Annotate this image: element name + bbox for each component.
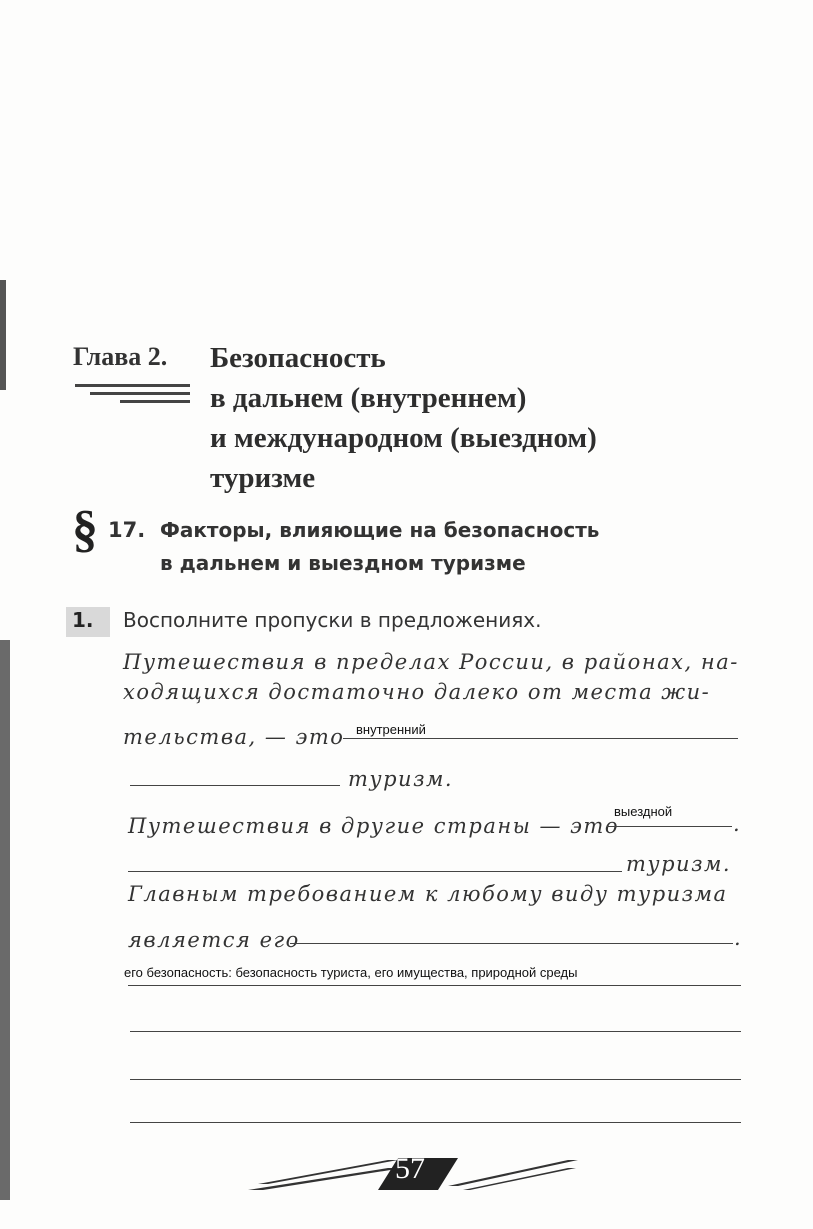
chapter-title-line: в дальнем (внутреннем) bbox=[210, 382, 527, 414]
answer-blank-line[interactable] bbox=[607, 826, 732, 827]
text-line-dot: . bbox=[733, 812, 742, 836]
answer-text: внутренний bbox=[356, 722, 426, 737]
text-line: Главным требованием к любому виду туризма bbox=[128, 882, 728, 906]
chapter-decorative-rules bbox=[75, 384, 190, 408]
scan-edge-shadow bbox=[0, 640, 10, 1200]
answer-blank-line[interactable] bbox=[343, 738, 738, 739]
answer-text: выездной bbox=[614, 804, 673, 819]
task-instruction: Восполните пропуски в предложениях. bbox=[123, 608, 542, 632]
section-title-line: Факторы, влияющие на безопасность bbox=[160, 518, 600, 542]
chapter-title-line: Безопасность bbox=[210, 342, 386, 374]
answer-blank-line[interactable] bbox=[130, 1079, 741, 1080]
text-line: тельства, — это bbox=[123, 725, 345, 749]
answer-blank-line[interactable] bbox=[130, 785, 340, 786]
section-title-line: в дальнем и выездном туризме bbox=[160, 551, 526, 575]
text-line-dot: . bbox=[734, 926, 743, 950]
text-line: является его bbox=[128, 928, 300, 952]
answer-blank-line[interactable] bbox=[290, 943, 733, 944]
section-sign: § bbox=[72, 501, 98, 558]
answer-blank-line[interactable] bbox=[128, 985, 741, 986]
text-line: Путешествия в другие страны — это bbox=[128, 814, 619, 838]
scan-edge-mark bbox=[0, 280, 6, 390]
chapter-label: Глава 2. bbox=[73, 342, 168, 371]
section-title bbox=[160, 514, 599, 580]
answer-blank-line[interactable] bbox=[130, 1122, 741, 1123]
answer-blank-line[interactable] bbox=[130, 1031, 741, 1032]
answer-text: его безопасность: безопасность туриста, его имущества, природной среды bbox=[124, 965, 578, 980]
answer-blank-line[interactable] bbox=[128, 871, 622, 872]
text-line: ходящихся достаточно далеко от места жи- bbox=[123, 680, 711, 704]
chapter-title-line: туризме bbox=[210, 462, 316, 494]
chapter-title bbox=[210, 338, 597, 498]
page-number: 57 bbox=[395, 1152, 425, 1185]
section-number: 17. bbox=[108, 518, 146, 542]
task-number: 1. bbox=[72, 608, 94, 632]
chapter-title-line: и международном (выездном) bbox=[210, 422, 597, 454]
text-line: туризм. bbox=[348, 767, 454, 791]
text-line: Путешествия в пределах России, в районах, на- bbox=[123, 650, 739, 674]
text-line: туризм. bbox=[626, 852, 732, 876]
